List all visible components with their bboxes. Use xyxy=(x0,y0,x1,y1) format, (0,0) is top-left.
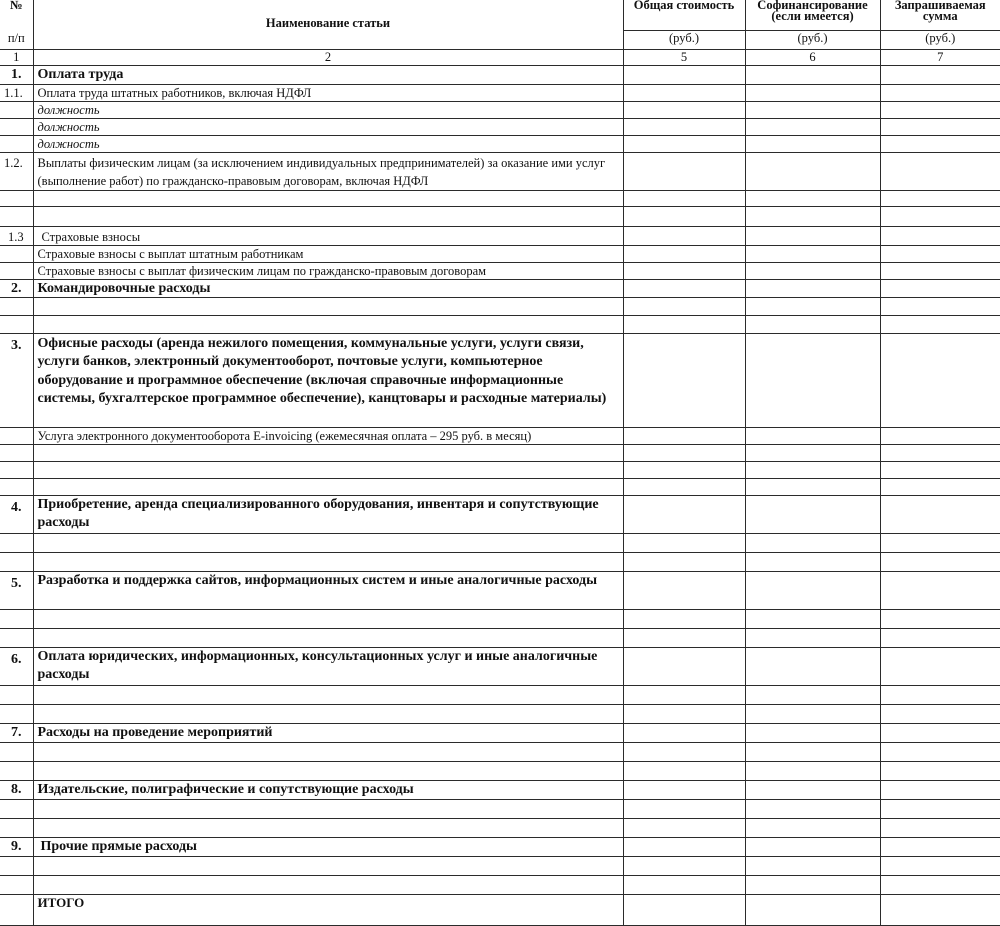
position-label: должность xyxy=(33,101,623,118)
row-num: 1.3 xyxy=(0,226,33,245)
requested-sum-header: Запрашиваемая сумма xyxy=(880,0,1000,30)
table-row xyxy=(0,297,1000,315)
table-row xyxy=(0,875,1000,894)
table-row xyxy=(0,704,1000,723)
row-name: Страховые взносы с выплат штатным работникам xyxy=(33,245,623,262)
header-row xyxy=(0,0,1000,30)
table-row xyxy=(0,206,1000,226)
column-number-row xyxy=(0,49,1000,65)
row-num: 1. xyxy=(0,65,33,84)
table-row xyxy=(0,742,1000,761)
table-row xyxy=(0,245,1000,262)
row-name: Оплата труда штатных работников, включая НДФЛ xyxy=(33,84,623,101)
unit-total: (руб.) xyxy=(623,30,745,49)
table-row xyxy=(0,84,1000,101)
row-name: Страховые взносы xyxy=(33,226,623,245)
table-row xyxy=(0,190,1000,206)
row-name: Услуга электронного документооборота E-invoicing (ежемесячная оплата – 295 руб. в месяц) xyxy=(33,427,623,444)
table-row xyxy=(0,818,1000,837)
row-num: 1.1. xyxy=(0,84,33,101)
table-row xyxy=(0,856,1000,875)
no-mark: № xyxy=(9,0,23,12)
row-num: 8. xyxy=(0,780,33,799)
no-header-cell xyxy=(0,0,33,49)
row-name: Командировочные расходы xyxy=(33,279,623,297)
table-row xyxy=(0,723,1000,742)
table-row xyxy=(0,628,1000,647)
cofinancing-header: Софинансирование (если имеется) xyxy=(745,0,880,30)
total-label: ИТОГО xyxy=(33,894,623,925)
table-row xyxy=(0,552,1000,571)
row-name: Приобретение, аренда специализированного оборудования, инвентаря и сопутствующие расходы xyxy=(33,495,623,533)
table-row xyxy=(0,571,1000,609)
table-row xyxy=(0,495,1000,533)
table-row xyxy=(0,152,1000,190)
table-row xyxy=(0,799,1000,818)
row-num: 9. xyxy=(0,837,33,856)
table-row xyxy=(0,135,1000,152)
row-num: 5. xyxy=(0,571,33,609)
table-row xyxy=(0,685,1000,704)
row-name: Страховые взносы с выплат физическим лицам по гражданско-правовым договорам xyxy=(33,262,623,279)
table-row xyxy=(0,226,1000,245)
row-num: 6. xyxy=(0,647,33,685)
table-row xyxy=(0,478,1000,495)
row-name: Выплаты физическим лицам (за исключением индивидуальных предпринимателей) за оказание ими услуг (выполнение работ) по гражданско-правовым договорам, включая НДФЛ xyxy=(33,152,623,190)
position-label: должность xyxy=(33,118,623,135)
table-row xyxy=(0,65,1000,84)
row-name: Расходы на проведение мероприятий xyxy=(33,723,623,742)
table-row xyxy=(0,262,1000,279)
row-name: Разработка и поддержка сайтов, информационных систем и иные аналогичные расходы xyxy=(33,571,623,609)
table-row xyxy=(0,647,1000,685)
row-num: 3. xyxy=(0,333,33,427)
position-label: должность xyxy=(33,135,623,152)
row-name: Офисные расходы (аренда нежилого помещения, коммунальные услуги, услуги связи, услуги банков, электронный документооборот, почтовые услуги, компьютерное оборудование и программное обеспечение (включая справочные информационные системы, бухгалтерское программное обеспечение), канцтовары и расходные материалы) xyxy=(33,333,623,427)
colnum-2: 2 xyxy=(33,49,623,65)
row-num: 7. xyxy=(0,723,33,742)
total-cost-header: Общая стоимость xyxy=(623,0,745,30)
table-row xyxy=(0,761,1000,780)
colnum-7: 7 xyxy=(880,49,1000,65)
colnum-5: 5 xyxy=(623,49,745,65)
total-row xyxy=(0,894,1000,925)
colnum-1: 1 xyxy=(0,49,33,65)
table-row xyxy=(0,609,1000,628)
row-num: 1.2. xyxy=(0,152,33,190)
no-sub: п/п xyxy=(7,31,25,45)
table-row xyxy=(0,444,1000,461)
row-name: Оплата юридических, информационных, консультационных услуг и иные аналогичные расходы xyxy=(33,647,623,685)
table-row xyxy=(0,315,1000,333)
table-row xyxy=(0,333,1000,427)
table-row xyxy=(0,279,1000,297)
table-row xyxy=(0,533,1000,552)
table-row xyxy=(0,780,1000,799)
row-name: Оплата труда xyxy=(33,65,623,84)
table-row xyxy=(0,118,1000,135)
row-name: Прочие прямые расходы xyxy=(33,837,623,856)
colnum-6: 6 xyxy=(745,49,880,65)
table-row xyxy=(0,101,1000,118)
table-row xyxy=(0,427,1000,444)
unit-requested: (руб.) xyxy=(880,30,1000,49)
item-name-header: Наименование статьи xyxy=(33,0,623,49)
row-name: Издательские, полиграфические и сопутствующие расходы xyxy=(33,780,623,799)
row-num: 4. xyxy=(0,495,33,533)
unit-cofin: (руб.) xyxy=(745,30,880,49)
table-row xyxy=(0,837,1000,856)
table-row xyxy=(0,461,1000,478)
row-num: 2. xyxy=(0,279,33,297)
